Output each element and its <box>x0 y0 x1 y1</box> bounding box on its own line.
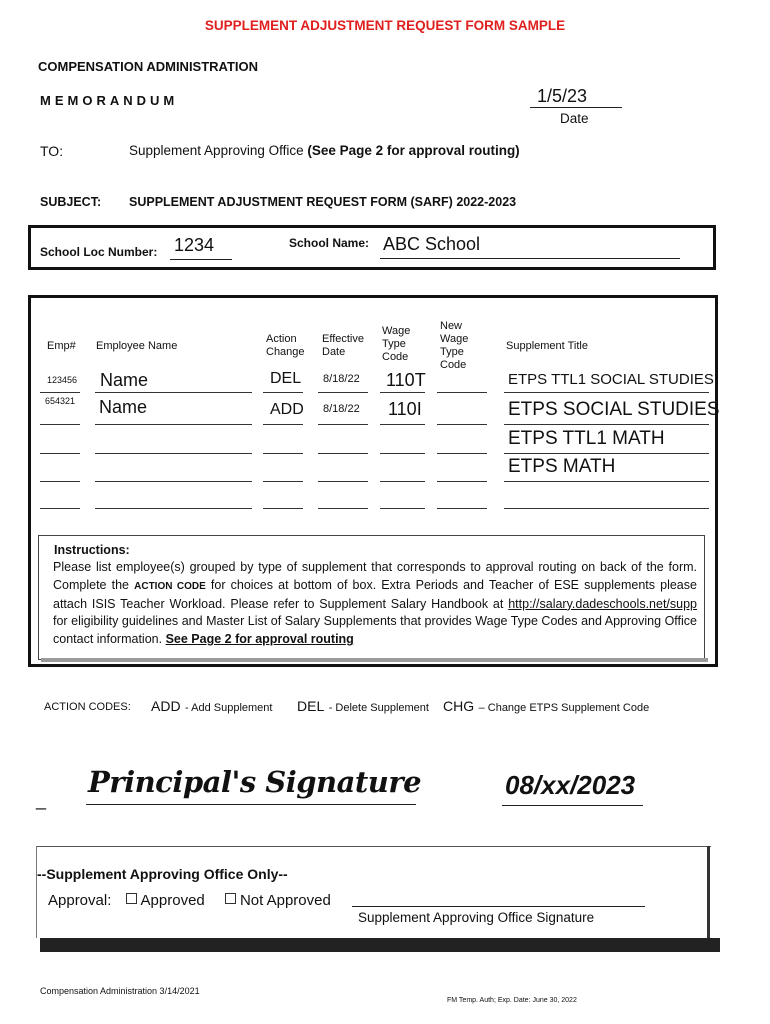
salary-handbook-link[interactable]: http://salary.dadeschools.net/supp <box>508 596 697 611</box>
row-line <box>40 508 80 509</box>
row-line <box>263 392 303 393</box>
row1-date[interactable]: 8/18/22 <box>323 373 360 385</box>
instructions-body <box>53 559 697 649</box>
approved-label: Approved <box>140 892 205 909</box>
action-code-term: ACTION CODE <box>134 580 206 592</box>
header-new-wage-type-code: New Wage Type Code <box>440 320 469 371</box>
row-line <box>95 508 252 509</box>
form-title: SUPPLEMENT ADJUSTMENT REQUEST FORM SAMPLE <box>204 18 566 33</box>
not-approved-checkbox[interactable] <box>225 893 236 904</box>
row-line <box>437 453 487 454</box>
memo-label: MEMORANDUM <box>40 93 179 108</box>
action-code-chg-desc: – Change ETPS Supplement Code <box>478 702 650 714</box>
approval-label: Approval: <box>48 892 112 909</box>
row-line <box>504 481 709 482</box>
instructions-part1: Please list employee(s) grouped by type of supplement that corresponds to approval routing on back of the form. Complete the <box>53 560 697 592</box>
date-label: Date <box>560 111 589 126</box>
row-line <box>318 481 368 482</box>
to-label: TO: <box>40 143 64 159</box>
header-wage-type-code: Wage Type Code <box>382 325 411 363</box>
row-line <box>318 392 368 393</box>
header-action-change: Action Change <box>266 333 305 358</box>
department-heading: COMPENSATION ADMINISTRATION <box>38 59 259 74</box>
row1-title[interactable]: ETPS TTL1 SOCIAL STUDIES <box>508 371 714 388</box>
row-line <box>437 481 487 482</box>
row-line <box>40 392 80 393</box>
school-loc-label: School Loc Number: <box>40 245 158 259</box>
row-line <box>380 424 425 425</box>
row-line <box>40 453 80 454</box>
approved-checkbox[interactable] <box>126 893 137 904</box>
row-line <box>95 392 252 393</box>
school-name-label: School Name: <box>289 236 370 250</box>
subject-label: SUBJECT: <box>40 195 102 209</box>
header-effective-date: Effective Date <box>322 333 364 358</box>
row-line <box>40 424 80 425</box>
not-approved-label: Not Approved <box>239 892 331 909</box>
signature-date-underline <box>502 805 643 806</box>
row-line <box>318 508 368 509</box>
office-signature-label: Supplement Approving Office Signature <box>358 910 595 925</box>
date-value[interactable]: 1/5/23 <box>537 86 588 106</box>
row-line <box>380 392 425 393</box>
office-box-bottom-border <box>40 938 720 952</box>
row2-title[interactable]: ETPS SOCIAL STUDIES <box>508 399 720 420</box>
row-line <box>263 481 303 482</box>
to-recipient: Supplement Approving Office <box>129 143 304 158</box>
row-line <box>318 424 368 425</box>
row-line <box>95 424 252 425</box>
action-code-del-desc: - Delete Supplement <box>328 702 429 714</box>
header-supplement-title: Supplement Title <box>506 340 588 352</box>
action-code-del <box>297 698 429 716</box>
action-code-del-code: DEL <box>297 698 325 714</box>
signature-dash: _ <box>36 790 47 810</box>
school-name-field[interactable]: ABC School <box>383 234 481 254</box>
office-box-left-border <box>36 846 37 938</box>
row2-date[interactable]: 8/18/22 <box>323 403 360 415</box>
footer-left: Compensation Administration 3/14/2021 <box>40 986 200 996</box>
header-emp: Emp# <box>47 340 76 352</box>
row-line <box>380 453 425 454</box>
row1-emp[interactable]: 123456 <box>47 375 78 385</box>
instructions-part2: for choices at bottom of box. Extra Periods and Teacher of ESE supplements please attach ISIS Teacher Workload. Please refer to Supplement Salary Handbook at <box>53 577 697 611</box>
action-code-chg-code: CHG <box>443 698 475 714</box>
row2-action[interactable]: ADD <box>270 401 304 418</box>
instructions-heading: Instructions: <box>54 543 130 557</box>
to-routing-note: (See Page 2 for approval routing) <box>307 143 520 158</box>
office-only-heading: --Supplement Approving Office Only-- <box>37 866 288 882</box>
row-line <box>380 481 425 482</box>
row1-action[interactable]: DEL <box>270 370 302 387</box>
row-line <box>318 453 368 454</box>
office-box-right-border <box>707 846 710 950</box>
school-loc-field[interactable]: 1234 <box>174 235 215 255</box>
action-code-add-desc: - Add Supplement <box>185 702 273 714</box>
row-line <box>504 392 709 393</box>
principal-signature[interactable]: Principal's Signature <box>88 765 422 799</box>
footer-right: FM Temp. Auth; Exp. Date: June 30, 2022 <box>447 997 577 1004</box>
office-signature-line[interactable] <box>352 906 645 907</box>
action-codes-label: ACTION CODES: <box>44 701 131 713</box>
row2-name[interactable]: Name <box>99 397 148 417</box>
row-line <box>504 424 709 425</box>
approval-row <box>48 892 331 909</box>
row-line <box>40 481 80 482</box>
row-line <box>437 424 487 425</box>
row3-title[interactable]: ETPS TTL1 MATH <box>508 428 665 449</box>
row-line <box>504 453 709 454</box>
row1-wage[interactable]: 110T <box>386 370 426 390</box>
row2-wage[interactable]: 110I <box>388 399 422 419</box>
see-page-2-link[interactable]: See Page 2 for approval routing <box>165 632 354 647</box>
row-line <box>437 392 487 393</box>
office-box-top-border <box>36 846 711 847</box>
subject-value: SUPPLEMENT ADJUSTMENT REQUEST FORM (SARF) 2022-2023 <box>129 195 517 209</box>
row-line <box>380 508 425 509</box>
instructions-part3: for eligibility guidelines and Master List of Salary Supplements that provides Wage Type Codes and Approving Office contact information. <box>53 614 697 647</box>
school-loc-underline <box>170 259 232 260</box>
row-line <box>95 481 252 482</box>
action-code-add <box>151 698 272 716</box>
row-line <box>263 453 303 454</box>
signature-underline <box>86 804 416 805</box>
row-line <box>95 453 252 454</box>
row4-title[interactable]: ETPS MATH <box>508 456 616 477</box>
row-line <box>263 508 303 509</box>
row-line <box>437 508 487 509</box>
row1-name[interactable]: Name <box>100 370 149 390</box>
header-employee-name: Employee Name <box>96 340 178 352</box>
school-name-underline <box>380 258 680 259</box>
action-code-chg <box>443 698 649 716</box>
to-value <box>129 143 520 158</box>
signature-date[interactable]: 08/xx/2023 <box>505 770 636 800</box>
action-code-add-code: ADD <box>151 698 181 714</box>
row2-emp[interactable]: 654321 <box>45 396 76 406</box>
row-line <box>263 424 303 425</box>
date-underline <box>530 107 622 108</box>
row-line <box>504 508 709 509</box>
instructions-shadow <box>41 658 708 662</box>
